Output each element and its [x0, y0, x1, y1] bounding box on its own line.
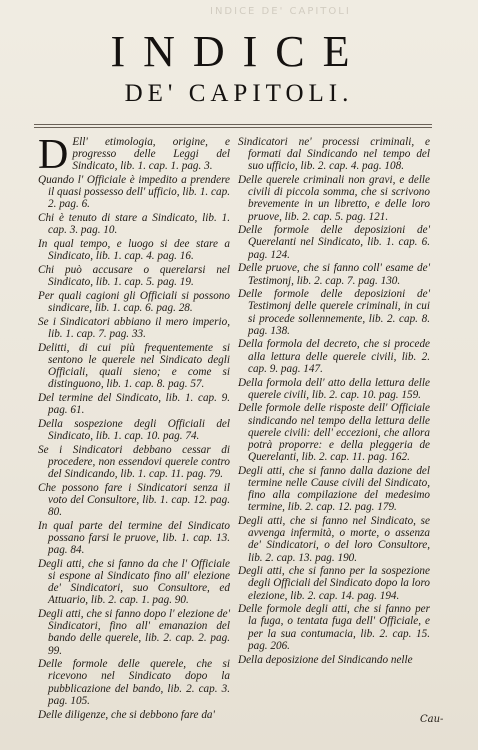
index-entry: Chi può accusare o querelarsi nel Sindicato, lib. 1. cap. 5. pag. 19.	[38, 263, 230, 289]
index-entry: Delle formole delle deposizioni de' Testimonj delle querele criminali, in cui si procede sollennemente, lib. 2. cap. 8. pag. 138.	[238, 288, 430, 337]
index-entry: Del termine del Sindicato, lib. 1. cap. 9. pag. 61.	[38, 391, 230, 417]
index-entry: Delle formole delle deposizioni de' Querelanti nel Sindicato, lib. 1. cap. 6. pag. 124.	[238, 224, 430, 261]
index-entry: Che possono fare i Sindicatori senza il voto del Consultore, lib. 1. cap. 12. pag. 80.	[38, 481, 230, 519]
index-entry: Della formola del decreto, che si procede alla lettura delle querele civili, lib. 2. cap. 9. pag. 147.	[238, 338, 430, 375]
index-entry: Degli atti, che si fanno per la sospezione degli Officiali del Sindicato dopo la loro elezione, lib. 2. cap. 14. pag. 194.	[238, 565, 430, 602]
index-entry: Per quali cagioni gli Officiali si possono sindicare, lib. 1. cap. 6. pag. 28.	[38, 289, 230, 314]
index-entry: Chi è tenuto di stare a Sindicato, lib. 1. cap. 3. pag. 10.	[38, 212, 230, 237]
index-entry: Della formola dell' atto della lettura delle querele civili, lib. 2. cap. 10. pag. 159.	[238, 376, 430, 401]
index-entry: Delle formole delle querele, che si ricevono nel Sindicato dopo la pubblicazione del bando, lib. 2. cap. 3. pag. 105.	[38, 658, 230, 707]
index-entry: Delitti, di cui più frequentemente si sentono le querele nel Sindicato degli Officiali, quali sieno; e come si distinguono, lib. 1. cap. 8. pag. 57.	[38, 341, 230, 391]
top-rule-inner	[34, 127, 432, 128]
index-entry: Delle querele criminali non gravi, e delle civili di piccola somma, che si scrivono brevemente in un libretto, e delle loro pruove, lib. 2. cap. 5. pag. 121.	[238, 174, 430, 223]
index-entry: Delle pruove, che si fanno coll' esame de' Testimonj, lib. 2. cap. 7. pag. 130.	[238, 262, 430, 287]
index-entry: Sindicatori ne' processi criminali, e formati dal Sindicando nel tempo del suo ufficio, lib. 2. cap. 4. pag. 108.	[238, 136, 430, 173]
page-title: INDICE	[110, 27, 368, 76]
index-entry: Degli atti, che si fanno da che l' Officiale si espone al Sindicato fino all' elezione de' Sindicatori, suo Consultore, ed Attuario, lib. 2. cap. 1. pag. 90.	[38, 557, 230, 607]
index-entry: Delle diligenze, che si debbono fare da'	[38, 708, 215, 721]
index-entry: In qual parte del termine del Sindicato possano farsi le pruove, lib. 1. cap. 13. pag. 84.	[38, 519, 230, 557]
left-column	[38, 132, 230, 722]
catchword: Cau-	[420, 714, 444, 725]
index-entry: D Ell' etimologia, origine, e progresso delle Leggi del Sindicato, lib. 1. cap. 1. pag. 3.	[38, 132, 230, 178]
top-rule	[34, 124, 432, 125]
right-column	[238, 136, 430, 667]
index-entry: Della deposizione del Sindicando nelle	[238, 653, 413, 666]
index-entry: In qual tempo, e luogo si dee stare a Sindicato, lib. 1. cap. 4. pag. 16.	[38, 238, 230, 263]
index-entry: Degli atti, che si fanno dalla dazione del termine nelle Cause civili del Sindicato, fino alla compilazione del medesimo termine, lib. 2. cap. 12. pag. 179.	[238, 464, 430, 514]
drop-cap: D	[38, 132, 69, 178]
index-entry: Se i Sindicatori abbiano il mero imperio, lib. 1. cap. 7. pag. 33.	[38, 315, 230, 340]
index-entry: Degli atti, che si fanno nel Sindicato, se avvenga infermità, o morte, o assenza de' Sindicatori, o del loro Consultore, lib. 2. cap. 13. pag. 190.	[238, 515, 430, 564]
index-entry: Degli atti, che si fanno dopo l' elezione de' Sindicatori, fino all' emanazion del bando delle querele, lib. 2. cap. 2. pag. 99.	[38, 608, 230, 657]
bleed-through-text: INDICE DE' CAPITOLI	[210, 6, 351, 17]
index-entry: Delle formole delle risposte dell' Officiale sindicando nel tempo della lettura delle querele civili: dell' eccezioni, che allora potrà proporre: e della pleggeria de Querelanti, lib. 2. cap. 11. pag. 162.	[238, 402, 430, 464]
index-entry: Quando l' Officiale è impedito a prendere il quasi possesso dell' ufficio, lib. 1. cap. 2. pag. 6.	[38, 174, 230, 211]
page-subtitle: DE' CAPITOLI.	[124, 80, 354, 107]
index-entry: Della sospezione degli Officiali del Sindicato, lib. 1. cap. 10. pag. 74.	[38, 417, 230, 442]
index-entry: Delle formole degli atti, che si fanno per la fuga, o tentata fuga dell' Officiale, e per la sua contumacia, lib. 2. cap. 15. pag. 206.	[238, 603, 430, 652]
index-entry: Se i Sindicatori debbano cessar di procedere, non essendovi querele contro del Sindicando, lib. 1. cap. 11. pag. 79.	[38, 443, 230, 480]
